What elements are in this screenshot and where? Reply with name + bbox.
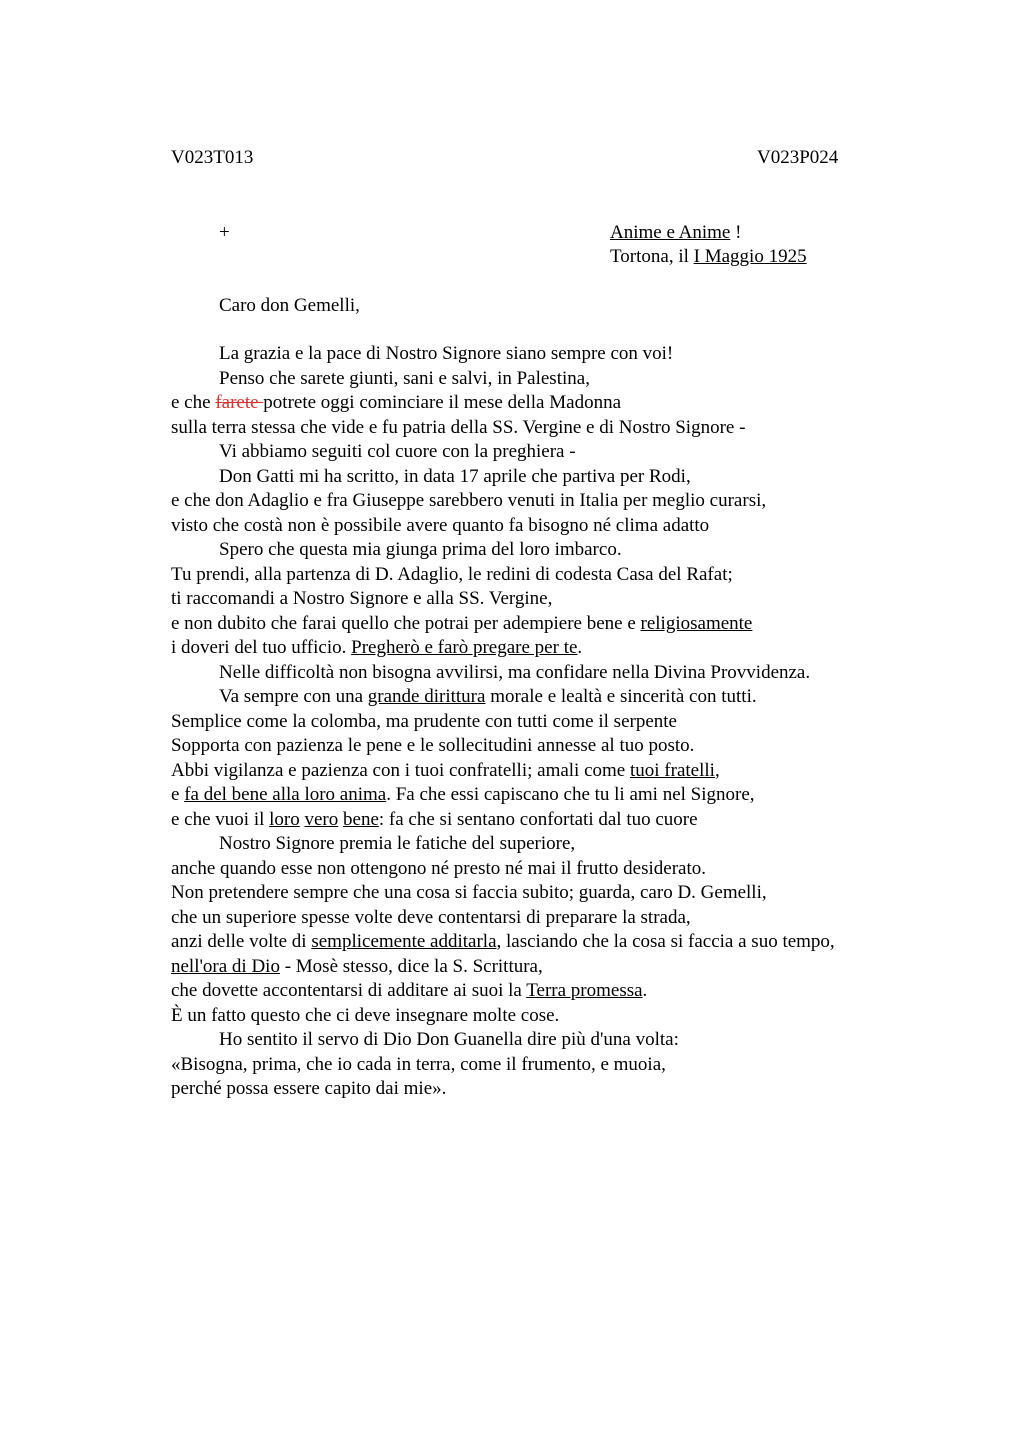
letter-line [171, 416, 971, 441]
letter-line [171, 636, 971, 661]
underlined-text: nell'ora di Dio [171, 955, 280, 977]
underlined-text: grande dirittura [367, 686, 486, 707]
letter-line [171, 342, 971, 367]
letter-line [171, 783, 971, 808]
letter-line [171, 1004, 971, 1029]
line-text: che un superiore spesse volte deve contentarsi di preparare la strada, [171, 906, 691, 928]
line-text: Sopporta con pazienza le pene e le sollecitudini annesse al tuo posto. [171, 735, 695, 756]
letter-body [171, 342, 971, 1102]
motto-text: Anime e Anime [610, 222, 731, 243]
line-text: , lasciando che la cosa si faccia a suo tempo, [496, 931, 835, 952]
line-text: anzi delle volte di [171, 931, 312, 952]
letter-line [171, 734, 971, 759]
letter-line [171, 661, 971, 686]
letter-line [171, 881, 971, 906]
letter-line [171, 857, 971, 882]
line-text: Nelle difficoltà non bisogna avvilirsi, ma confidare nella Divina Provvidenza. [219, 661, 811, 683]
underlined-text: Pregherò e farò pregare per te [351, 637, 578, 658]
letter-line [171, 514, 971, 539]
line-text: - Mosè stesso, dice la S. Scrittura, [279, 955, 543, 977]
letter-line [171, 832, 971, 857]
line-text: visto che costà non è possibile avere quanto fa bisogno né clima adatto [171, 514, 710, 536]
letter-line [171, 440, 971, 465]
letter-line [171, 1053, 971, 1078]
letter-line [171, 612, 971, 637]
line-text: È un fatto questo che ci deve insegnare molte cose. [171, 1004, 560, 1026]
letter-line [171, 1028, 971, 1053]
letter-line [171, 759, 971, 784]
line-text: e [171, 784, 185, 805]
cross-symbol: + [219, 222, 230, 243]
letter-line [171, 979, 971, 1004]
line-text: Abbi vigilanza e pazienza con i tuoi confratelli; amali come [171, 759, 630, 781]
underlined-text: fa del bene alla loro anima [184, 784, 387, 805]
document-code-left: V023T013 [171, 147, 254, 168]
letter-line [171, 465, 971, 490]
line-text: Ho sentito il servo di Dio Don Guanella dire più d'una volta: [219, 1029, 679, 1050]
line-text: Penso che sarete giunti, sani e salvi, in Palestina, [219, 367, 590, 389]
line-text: Semplice come la colomba, ma prudente con tutti come il serpente [171, 710, 677, 732]
line-text: : fa che si sentano confortati dal tuo cuore [378, 808, 698, 830]
line-text: che dovette accontentarsi di additare ai suoi la [171, 980, 527, 1001]
line-text: sulla terra stessa che vide e fu patria della SS. Vergine e di Nostro Signore - [171, 416, 746, 438]
line-text: , [714, 759, 720, 781]
line-text: Tu prendi, alla partenza di D. Adaglio, le redini di codesta Casa del Rafat; [171, 563, 733, 585]
line-text: potrete oggi cominciare il mese della Madonna [263, 392, 622, 413]
motto-line [610, 221, 741, 245]
letter-line [171, 710, 971, 735]
underlined-text: tuoi fratelli [629, 759, 715, 781]
letter-line [171, 906, 971, 931]
underlined-text: loro [269, 808, 300, 830]
line-text: morale e lealtà e sincerità con tutti. [485, 686, 757, 707]
dateline-date: I Maggio 1925 [693, 246, 807, 267]
letter-line [171, 563, 971, 588]
document-code-right: V023P024 [757, 147, 839, 168]
underlined-text: bene [343, 808, 379, 830]
line-text: Nostro Signore premia le fatiche del superiore, [219, 833, 576, 854]
line-text: e che vuoi il [171, 808, 270, 830]
underlined-text: Terra promessa [526, 980, 643, 1001]
line-text: Don Gatti mi ha scritto, in data 17 aprile che partiva per Rodi, [219, 465, 691, 487]
letter-line [171, 367, 971, 392]
letter-line [171, 538, 971, 563]
line-text: . Fa che essi capiscano che tu li ami nel Signore, [386, 784, 755, 805]
salutation: Caro don Gemelli, [219, 295, 360, 316]
line-text: . [577, 637, 583, 658]
line-text: perché possa essere capito dai mie». [171, 1078, 447, 1099]
line-text: e non dubito che farai quello che potrai per adempiere bene e [171, 612, 641, 634]
line-text: i doveri del tuo ufficio. [171, 637, 352, 658]
line-text: Va sempre con una [219, 686, 368, 707]
letter-line [171, 955, 971, 980]
line-text: Non pretendere sempre che una cosa si faccia subito; guarda, caro D. Gemelli, [171, 882, 767, 903]
struck-through-text: farete [215, 392, 264, 413]
line-text: anche quando esse non ottengono né presto né mai il frutto desiderato. [171, 857, 707, 879]
underlined-text: religiosamente [640, 612, 753, 634]
line-text: «Bisogna, prima, che io cada in terra, come il frumento, e muoia, [171, 1053, 666, 1075]
letter-line [171, 391, 971, 416]
dateline-prefix: Tortona, il [610, 246, 694, 267]
letter-line [171, 930, 971, 955]
motto-tail: ! [730, 222, 742, 243]
letter-line [171, 1077, 971, 1102]
line-text: La grazia e la pace di Nostro Signore siano sempre con voi! [219, 343, 674, 364]
line-text: ti raccomandi a Nostro Signore e alla SS. Vergine, [171, 588, 553, 609]
line-text: . [642, 980, 648, 1001]
dateline [610, 245, 807, 269]
line-text: e che [171, 392, 216, 413]
letter-line [171, 587, 971, 612]
underlined-text: vero [304, 808, 339, 830]
line-text: e che don Adaglio e fra Giuseppe sarebbero venuti in Italia per meglio curarsi, [171, 490, 767, 511]
line-text: Vi abbiamo seguiti col cuore con la preghiera - [219, 441, 576, 462]
letter-line [171, 685, 971, 710]
letter-line [171, 489, 971, 514]
letter-line [171, 808, 971, 833]
underlined-text: semplicemente additarla [311, 931, 497, 952]
line-text: Spero che questa mia giunga prima del loro imbarco. [219, 539, 622, 560]
